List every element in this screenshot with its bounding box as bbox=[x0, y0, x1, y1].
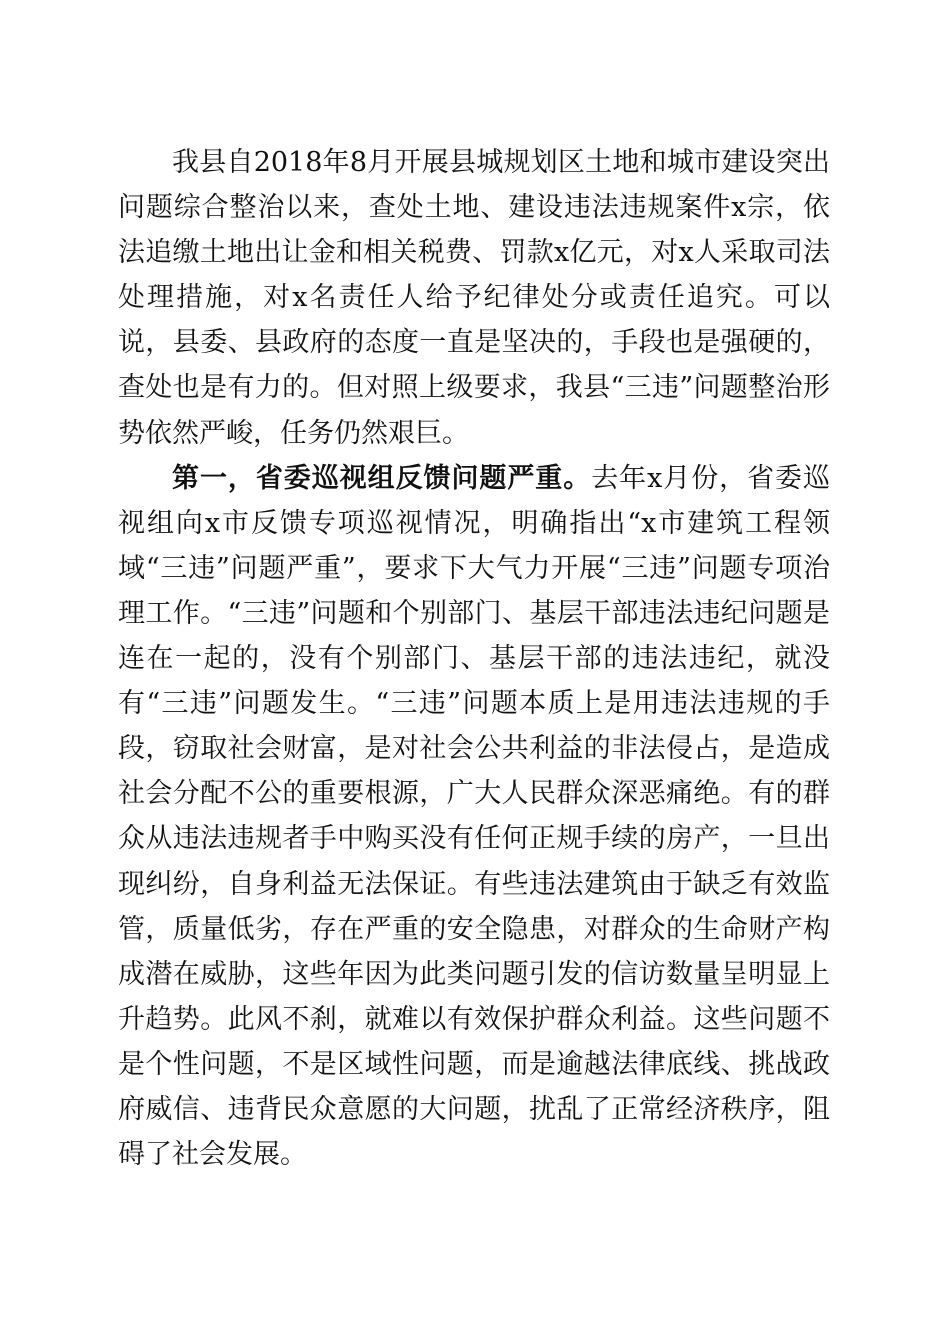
paragraph-point-one bbox=[118, 456, 830, 1178]
paragraph-point-one-text: 去年x月份，省委巡视组向x市反馈专项巡视情况，明确指出“x市建筑工程领域“三违”问题严重”，要求下大气力开展“三违”问题专项治理工作。“三违”问题和个别部门、基层干部违法违纪问题是连在一起的，没有个别部门、基层干部的违法违纪，就没有“三违”问题发生。“三违”问题本质上是用违法违规的手段，窃取社会财富，是对社会公共利益的非法侵占，是造成社会分配不公的重要根源，广大人民群众深恶痛绝。有的群众从违法违规者手中购买没有任何正规手续的房产，一旦出现纠纷，自身利益无法保证。有些违法建筑由于缺乏有效监管，质量低劣，存在严重的安全隐患，对群众的生命财产构成潜在威胁，这些年因为此类问题引发的信访数量呈明显上升趋势。此风不刹，就难以有效保护群众利益。这些问题不是个性问题，不是区域性问题，而是逾越法律底线、挑战政府威信、违背民众意愿的大问题，扰乱了正常经济秩序，阻碍了社会发展。 bbox=[118, 462, 831, 1171]
paragraph-intro-text: 我县自2018年8月开展县城规划区土地和城市建设突出问题综合整治以来，查处土地、建设违法违规案件x宗，依法追缴土地出让金和相关税费、罚款x亿元，对x人采取司法处理措施，对x名责任人给予纪律处分或责任追究。可以说，县委、县政府的态度一直是坚决的，手段也是强硬的，查处也是有力的。但对照上级要求，我县“三违”问题整治形势依然严峻，任务仍然艰巨。 bbox=[118, 147, 830, 449]
document-body bbox=[118, 140, 830, 1177]
paragraph-point-one-heading: 第一，省委巡视组反馈问题严重。 bbox=[172, 462, 592, 494]
paragraph-intro bbox=[118, 140, 830, 456]
